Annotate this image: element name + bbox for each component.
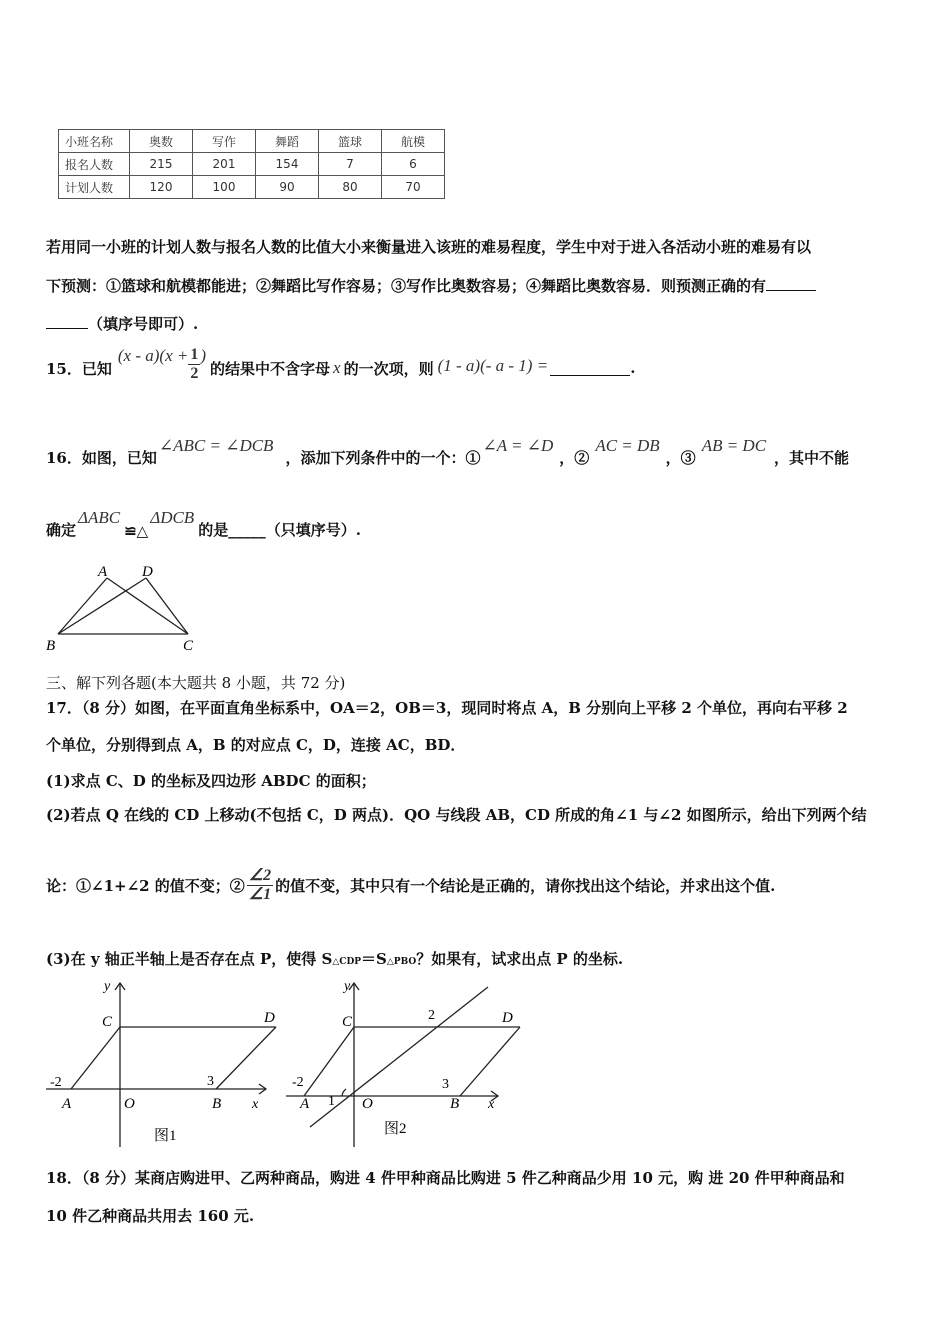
fig1-x-label: x <box>252 1097 259 1112</box>
table-cell: 120 <box>130 176 193 199</box>
table-cell: 6 <box>382 153 445 176</box>
q16-sep3: ，③ <box>665 449 696 467</box>
q16-tri2: ΔDCB <box>150 508 195 527</box>
q15-expr-right: ) <box>200 346 207 365</box>
q15-fraction <box>188 346 200 383</box>
q16-cong: ≌△ <box>124 522 149 540</box>
fig2-angle-1: 1 <box>328 1094 335 1109</box>
q16-end1: ，其中不能 <box>774 449 850 467</box>
q17-part2b-suffix: 的值不变，其中只有一个结论是正确的，请你找出这个结论，并求出这个值. <box>275 876 776 895</box>
fig16-label-a: A <box>98 564 108 580</box>
table-cell: 报名人数 <box>59 153 130 176</box>
fig1-label-c: C <box>102 1014 113 1030</box>
q16-line2-end: 的是_____（只填序号）. <box>198 521 361 539</box>
fig2-label-c: C <box>342 1014 353 1030</box>
q15-end: . <box>630 359 636 377</box>
figure-1-coordinate <box>40 975 280 1155</box>
answer-blank <box>46 314 88 329</box>
fig1-label-b: B <box>212 1096 222 1112</box>
table-cell: 154 <box>256 153 319 176</box>
fig1-caption: 图1 <box>154 1128 177 1144</box>
q17-p3-sub2: △PBO <box>386 957 417 967</box>
q16-tri1: ΔABC <box>78 508 121 527</box>
q15-var-x: x <box>333 358 341 377</box>
q15-frac-den: 2 <box>190 364 199 382</box>
q18-line1: 18．（8 分）某商店购进甲、乙两种商品，购进 4 件甲种商品比购进 5 件乙种商品少用 10 元，购 进 20 件甲种商品和 <box>46 1169 845 1187</box>
table-header-cell: 写作 <box>193 130 256 153</box>
fig1-label-o: O <box>124 1096 135 1112</box>
question-16-line2 <box>46 500 361 540</box>
q17-part2: (2)若点 Q 在线的 CD 上移动(不包括 C，D 两点)．QO 与线段 AB，CD 所成的角∠1 与∠2 如图所示，给出下列两个结 <box>46 806 867 824</box>
q16-cond3: AB = DC <box>701 436 767 455</box>
q15-prefix: 15．已知 <box>46 359 112 378</box>
q18-line2: 10 件乙种商品共用去 160 元. <box>46 1207 255 1225</box>
section-3-heading: 三、解下列各题(本大题共 8 小题，共 72 分) <box>46 674 346 692</box>
figure-2-coordinate <box>280 975 530 1155</box>
q14-line3-text: （填序号即可）. <box>88 315 199 333</box>
table-cell: 计划人数 <box>59 176 130 199</box>
q14-line1: 若用同一小班的计划人数与报名人数的比值大小来衡量进入该班的难易程度，学生中对于进入各活动小班的难易有以 <box>46 238 812 256</box>
fig2-tick-minus2: -2 <box>292 1075 304 1090</box>
enrollment-table <box>58 129 445 199</box>
q17-p3-sub1: △CDP <box>332 957 362 967</box>
fig2-y-label: y <box>344 979 351 994</box>
q17-part2b-prefix: 论：①∠1+∠2 的值不变；② <box>46 876 245 895</box>
q14-line2 <box>46 275 816 296</box>
q16-cond2: AC = DB <box>595 436 660 455</box>
table-header-cell: 舞蹈 <box>256 130 319 153</box>
fig2-angle-2: 2 <box>428 1008 435 1023</box>
fig2-caption: 图2 <box>384 1121 407 1137</box>
table-cell: 7 <box>319 153 382 176</box>
answer-blank <box>766 276 816 291</box>
q16-triangle-figure <box>40 560 210 660</box>
q16-prefix: 16．如图，已知 <box>46 449 157 467</box>
table-cell: 201 <box>193 153 256 176</box>
q15-expr-left: (x - a)(x + <box>117 346 189 365</box>
table-cell: 70 <box>382 176 445 199</box>
question-16 <box>46 428 849 468</box>
q17-part3 <box>46 948 623 969</box>
table-cell: 80 <box>319 176 382 199</box>
answer-blank <box>550 361 630 376</box>
table-row <box>59 176 445 199</box>
q15-mid2: 的一次项，则 <box>343 359 434 378</box>
q17-part2b <box>46 860 775 910</box>
table-cell: 100 <box>193 176 256 199</box>
q17-line2: 个单位，分别得到点 A，B 的对应点 C，D，连接 AC，BD． <box>46 736 466 754</box>
table-row <box>59 153 445 176</box>
fig1-label-a: A <box>62 1096 72 1112</box>
q14-line3 <box>46 313 198 334</box>
q17-fraction <box>247 867 273 904</box>
fig2-label-o: O <box>362 1096 373 1112</box>
q17-p3-prefix: (3)在 y 轴正半轴上是否存在点 P，使得 S <box>46 950 333 968</box>
table-header-cell: 篮球 <box>319 130 382 153</box>
table-header-cell: 航模 <box>382 130 445 153</box>
fig16-label-d: D <box>142 564 153 580</box>
q17-frac-num: ∠2 <box>248 866 272 884</box>
q17-frac-den: ∠1 <box>248 885 272 903</box>
fig16-label-b: B <box>46 638 56 654</box>
q16-cond1: ∠A = ∠D <box>482 436 554 455</box>
q15-mid: 的结果中不含字母 <box>210 359 331 378</box>
fig2-label-b: B <box>450 1096 460 1112</box>
fig2-label-a: A <box>300 1096 310 1112</box>
fig1-tick-minus2: -2 <box>50 1075 62 1090</box>
q15-frac-num: 1 <box>190 345 199 363</box>
q15-expr2: (1 - a)(- a - 1) = <box>437 356 549 375</box>
q16-mid: ，添加下列条件中的一个：① <box>285 449 481 467</box>
table-cell: 215 <box>130 153 193 176</box>
fig2-tick-3: 3 <box>442 1077 449 1092</box>
q17-p3-suffix: ？如果有，试求出点 P 的坐标. <box>416 950 624 968</box>
q16-sep2: ，② <box>559 449 590 467</box>
table-cell: 90 <box>256 176 319 199</box>
q17-part1: (1)求点 C、D 的坐标及四边形 ABDC 的面积； <box>46 772 376 790</box>
q14-line2-text: 下预测：①篮球和航模都能进；②舞蹈比写作容易；③写作比奥数容易；④舞蹈比奥数容易．则预测正确的有 <box>46 277 767 295</box>
q17-line1: 17．（8 分）如图，在平面直角坐标系中，OA＝2，OB＝3，现同时将点 A，B 分别向上平移 2 个单位，再向右平移 2 <box>46 699 848 717</box>
table-header-cell: 小班名称 <box>59 130 130 153</box>
fig1-tick-3: 3 <box>207 1074 214 1089</box>
fig1-label-d: D <box>264 1010 275 1026</box>
question-15 <box>46 345 636 388</box>
fig1-y-label: y <box>104 979 111 994</box>
q16-line2-prefix: 确定 <box>46 521 77 539</box>
table-header-row <box>59 130 445 153</box>
q17-p3-mid: ＝S <box>361 950 387 968</box>
table-header-cell: 奥数 <box>130 130 193 153</box>
q16-given: ∠ABC = ∠DCB <box>158 436 274 455</box>
fig2-x-label: x <box>488 1097 495 1112</box>
fig2-label-d: D <box>502 1010 513 1026</box>
fig16-label-c: C <box>183 638 194 654</box>
